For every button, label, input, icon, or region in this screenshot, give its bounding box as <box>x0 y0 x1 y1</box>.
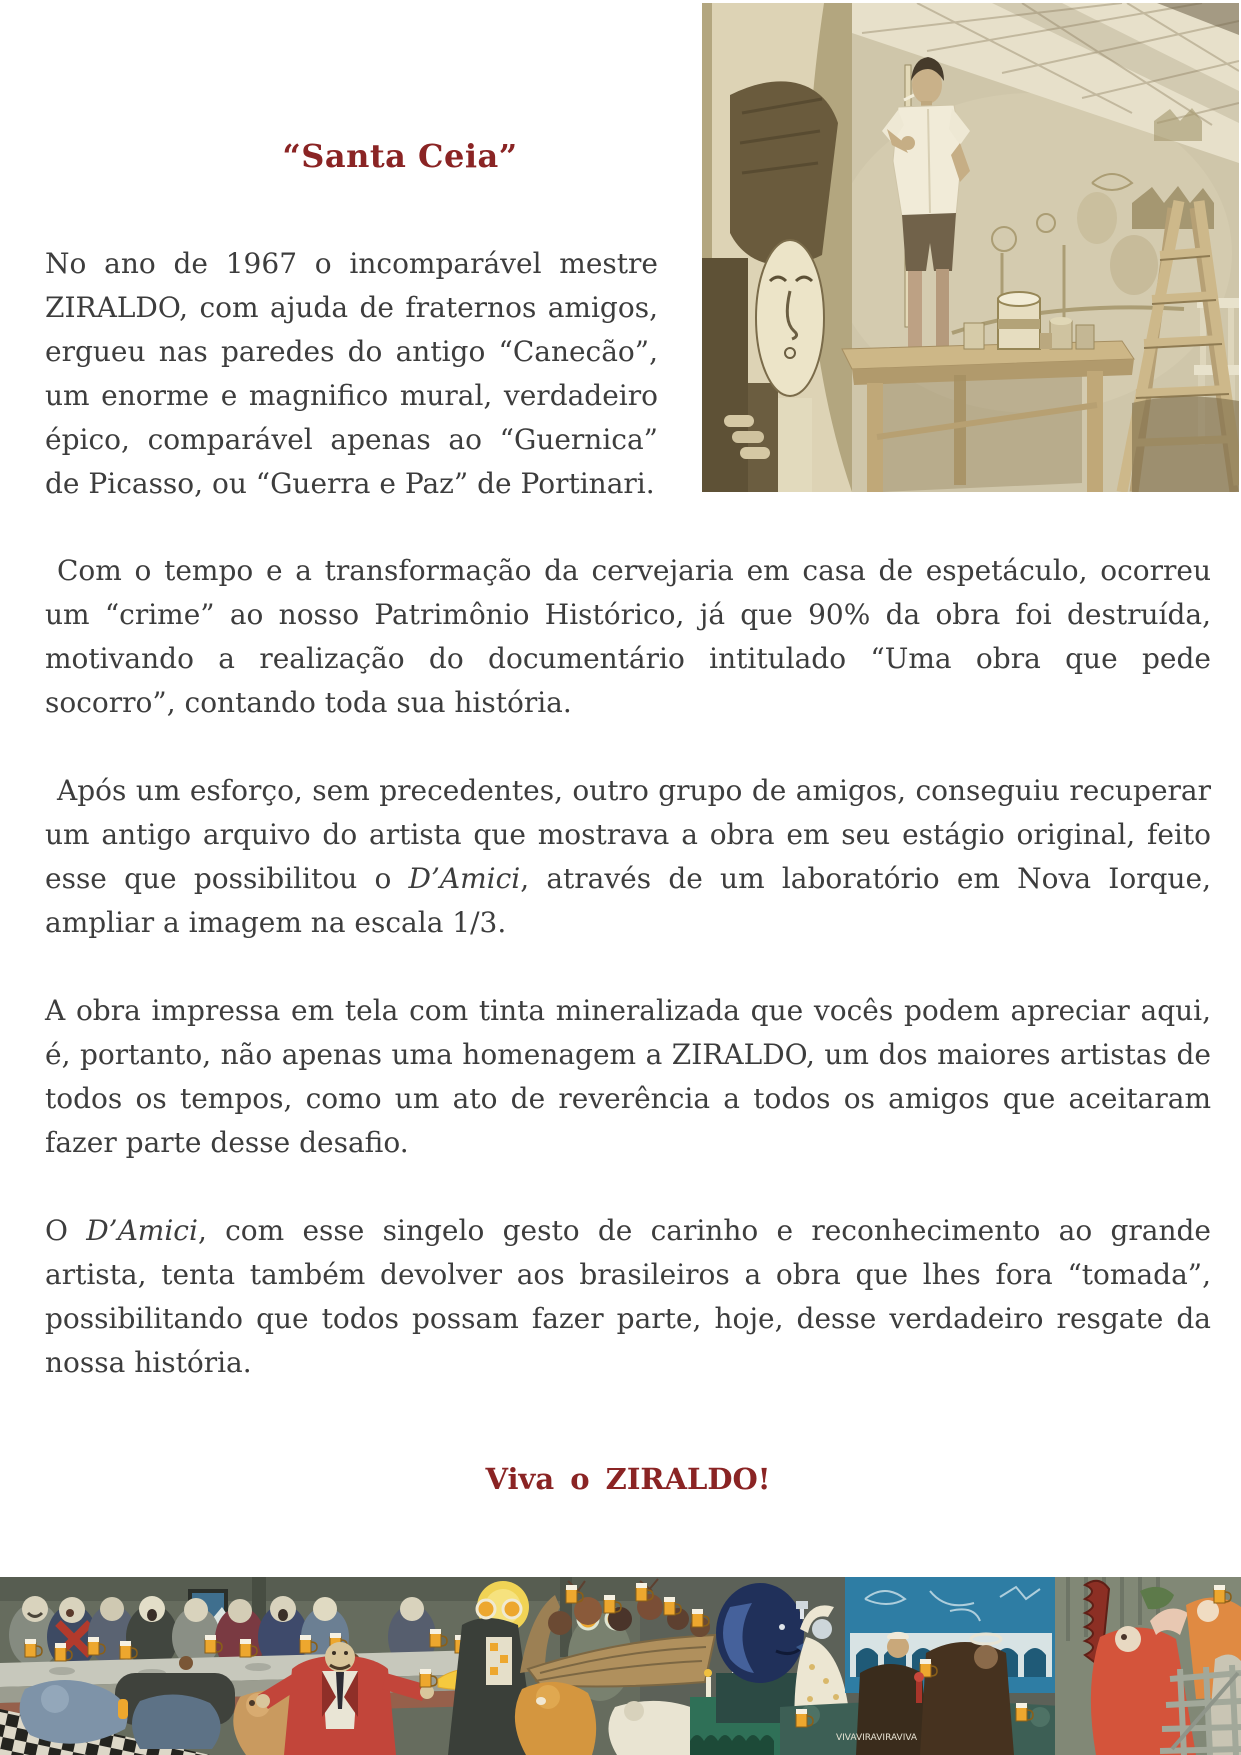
paragraph-3-text: Após um esforço, sem precedentes, outro grupo de amigos, conseguiu recuperar um antigo arquivo do artista que mostrava a obra em seu estágio original, feito esse que possibilitou o <box>45 774 1211 895</box>
mural-illustration <box>0 1577 1241 1755</box>
paragraph-4: A obra impressa em tela com tinta mineralizada que vocês podem apreciar aqui, é, portanto, não apenas uma homenagem a ZIRALDO, um dos maiores artistas de todos os tempos, como um ato de reverência a todos os amigos que aceitaram fazer parte desse desafio. <box>45 994 1211 1159</box>
paragraph-5 <box>45 1209 1211 1385</box>
paragraph-5-text: O <box>45 1214 87 1247</box>
closing-line: Viva o ZIRALDO! <box>485 1462 771 1496</box>
paragraph-3 <box>45 769 1211 945</box>
ziraldo-photo-illustration <box>702 3 1239 492</box>
damici-italic-2: D’Amici <box>86 1214 198 1247</box>
paragraph-3-text-end: , através de um laboratório em Nova Iorque, ampliar a imagem na escala 1/3. <box>45 862 1211 939</box>
santa-ceia-mural-strip <box>0 1577 1241 1755</box>
ziraldo-painting-photo <box>702 3 1239 492</box>
paragraph-2: Com o tempo e a transformação da cervejaria em casa de espetáculo, ocorreu um “crime” ao nosso Patrimônio Histórico, já que 90% da obra foi destruída, motivando a realização do documentário intitulado “Uma obra que pede socorro”, contando toda sua história. <box>45 554 1211 719</box>
paragraph-1: No ano de 1967 o incomparável mestre ZIRALDO, com ajuda de fraternos amigos, ergueu nas paredes do antigo “Canecão”, um enorme e magnifico mural, verdadeiro épico, comparável apenas ao “Guernica” de Picasso, ou “Guerra e Paz” de Portinari. <box>45 247 658 500</box>
damici-italic: D’Amici <box>408 862 521 895</box>
paragraph-5-text-end: , com esse singelo gesto de carinho e reconhecimento ao grande artista, tenta também devolver aos brasileiros a obra que lhes fora “tomada”, possibilitando que todos possam fazer parte, hoje, desse verdadeiro resgate da nossa história. <box>45 1214 1211 1379</box>
body-text <box>45 549 1211 1429</box>
page-title: “Santa Ceia” <box>282 137 518 175</box>
mural-in-progress-left <box>702 3 852 492</box>
mural-inscription: VIVAVIRAVIRAVIVA <box>836 1733 918 1743</box>
mural-right-scaffold-scene <box>1055 1577 1241 1755</box>
